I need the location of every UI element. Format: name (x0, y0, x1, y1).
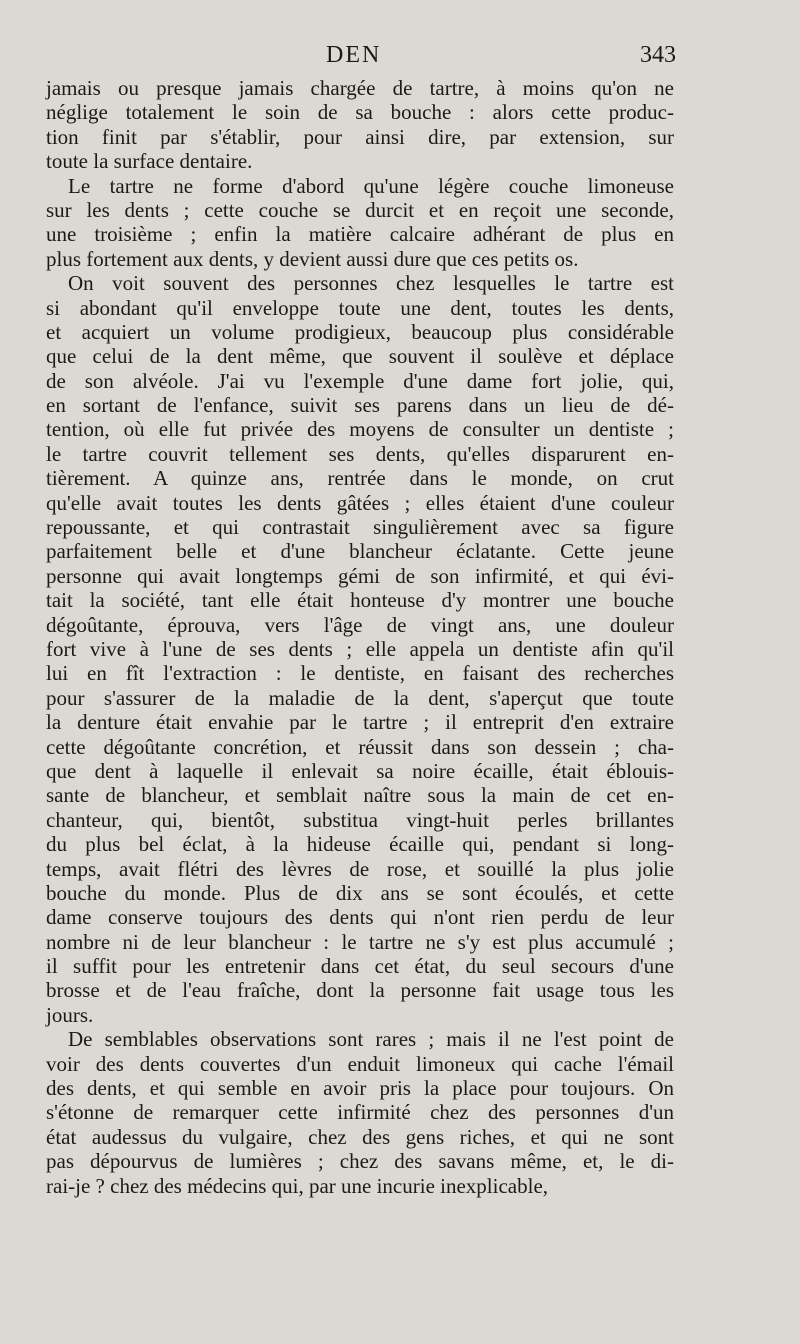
text-line: de son alvéole. J'ai vu l'exemple d'une dame fort jolie, qui, (46, 368, 674, 393)
body-text (46, 76, 674, 1198)
text-line: sante de blancheur, et semblait naître sous la main de cet en- (46, 783, 674, 808)
text-line: dégoûtante, éprouva, vers l'âge de vingt ans, une douleur (46, 612, 674, 637)
text-line: rai-je ? chez des médecins qui, par une incurie inexplicable, (46, 1173, 549, 1198)
text-line: que celui de la dent même, que souvent il soulève et déplace (46, 344, 674, 369)
text-line: parfaitement belle et d'une blancheur éclatante. Cette jeune (46, 539, 674, 564)
text-line: qu'elle avait toutes les dents gâtées ; elles étaient d'une couleur (46, 490, 674, 515)
text-line: De semblables observations sont rares ; mais il ne l'est point de (68, 1027, 674, 1052)
text-line: la denture était envahie par le tartre ; il entreprit d'en extraire (46, 710, 674, 735)
text-line: jamais ou presque jamais chargée de tartre, à moins qu'on ne (46, 76, 674, 100)
text-line: pour s'assurer de la maladie de la dent, s'aperçut que toute (46, 685, 674, 710)
text-line: si abondant qu'il enveloppe toute une dent, toutes les dents, (46, 295, 674, 320)
text-line: temps, avait flétri des lèvres de rose, et souillé la plus jolie (46, 856, 674, 881)
page-number: 343 (640, 42, 676, 68)
text-line: néglige totalement le soin de sa bouche : alors cette produc- (46, 100, 674, 125)
text-line: voir des dents couvertes d'un enduit limoneux qui cache l'émail (46, 1051, 674, 1076)
text-line: pas dépourvus de lumières ; chez des savans même, et, le di- (46, 1149, 674, 1174)
text-line: bouche du monde. Plus de dix ans se sont écoulés, et cette (46, 880, 674, 905)
text-line: en sortant de l'enfance, suivit ses parens dans un lieu de dé- (46, 393, 674, 418)
text-line: une troisième ; enfin la matière calcaire adhérant de plus en (46, 222, 674, 247)
text-line: et acquiert un volume prodigieux, beaucoup plus considérable (46, 319, 674, 344)
text-line: fort vive à l'une de ses dents ; elle appela un dentiste afin qu'il (46, 636, 674, 661)
text-line: dame conserve toujours des dents qui n'ont rien perdu de leur (46, 905, 674, 930)
text-line: cette dégoûtante concrétion, et réussit dans son dessein ; cha- (46, 734, 674, 759)
running-head: DEN (326, 42, 382, 68)
text-line: tion finit par s'établir, pour ainsi dire, par extension, sur (46, 124, 674, 149)
text-line: toute la surface dentaire. (46, 149, 253, 174)
text-line: tention, où elle fut privée des moyens de consulter un dentiste ; (46, 417, 674, 442)
text-line: s'étonne de remarquer cette infirmité chez des personnes d'un (46, 1100, 674, 1125)
text-line: état audessus du vulgaire, chez des gens riches, et qui ne sont (46, 1124, 674, 1149)
text-line: tait la société, tant elle était honteuse d'y montrer une bouche (46, 588, 674, 613)
text-line: brosse et de l'eau fraîche, dont la personne fait usage tous les (46, 978, 674, 1003)
text-line: des dents, et qui semble en avoir pris la place pour toujours. On (46, 1076, 674, 1101)
text-line: repoussante, et qui contrastait singulièrement avec sa figure (46, 515, 674, 540)
text-line: tièrement. A quinze ans, rentrée dans le monde, on crut (46, 466, 674, 491)
text-line: chanteur, qui, bientôt, substitua vingt-huit perles brillantes (46, 807, 674, 832)
text-line: nombre ni de leur blancheur : le tartre ne s'y est plus accumulé ; (46, 929, 674, 954)
text-line: que dent à laquelle il enlevait sa noire écaille, était éblouis- (46, 758, 674, 783)
text-line: le tartre couvrit tellement ses dents, qu'elles disparurent en- (46, 441, 674, 466)
text-line: lui en fît l'extraction : le dentiste, en faisant des recherches (46, 661, 674, 686)
text-line: personne qui avait longtemps gémi de son infirmité, et qui évi- (46, 563, 674, 588)
page-header (0, 42, 800, 76)
text-line: jours. (46, 1002, 94, 1027)
text-line: il suffit pour les entretenir dans cet état, du seul secours d'une (46, 954, 674, 979)
text-line: sur les dents ; cette couche se durcit et en reçoit une seconde, (46, 197, 674, 222)
text-line: On voit souvent des personnes chez lesquelles le tartre est (68, 271, 674, 296)
text-line: Le tartre ne forme d'abord qu'une légère couche limoneuse (68, 173, 674, 198)
text-line: du plus bel éclat, à la hideuse écaille qui, pendant si long- (46, 832, 674, 857)
text-line: plus fortement aux dents, y devient aussi dure que ces petits os. (46, 246, 579, 271)
